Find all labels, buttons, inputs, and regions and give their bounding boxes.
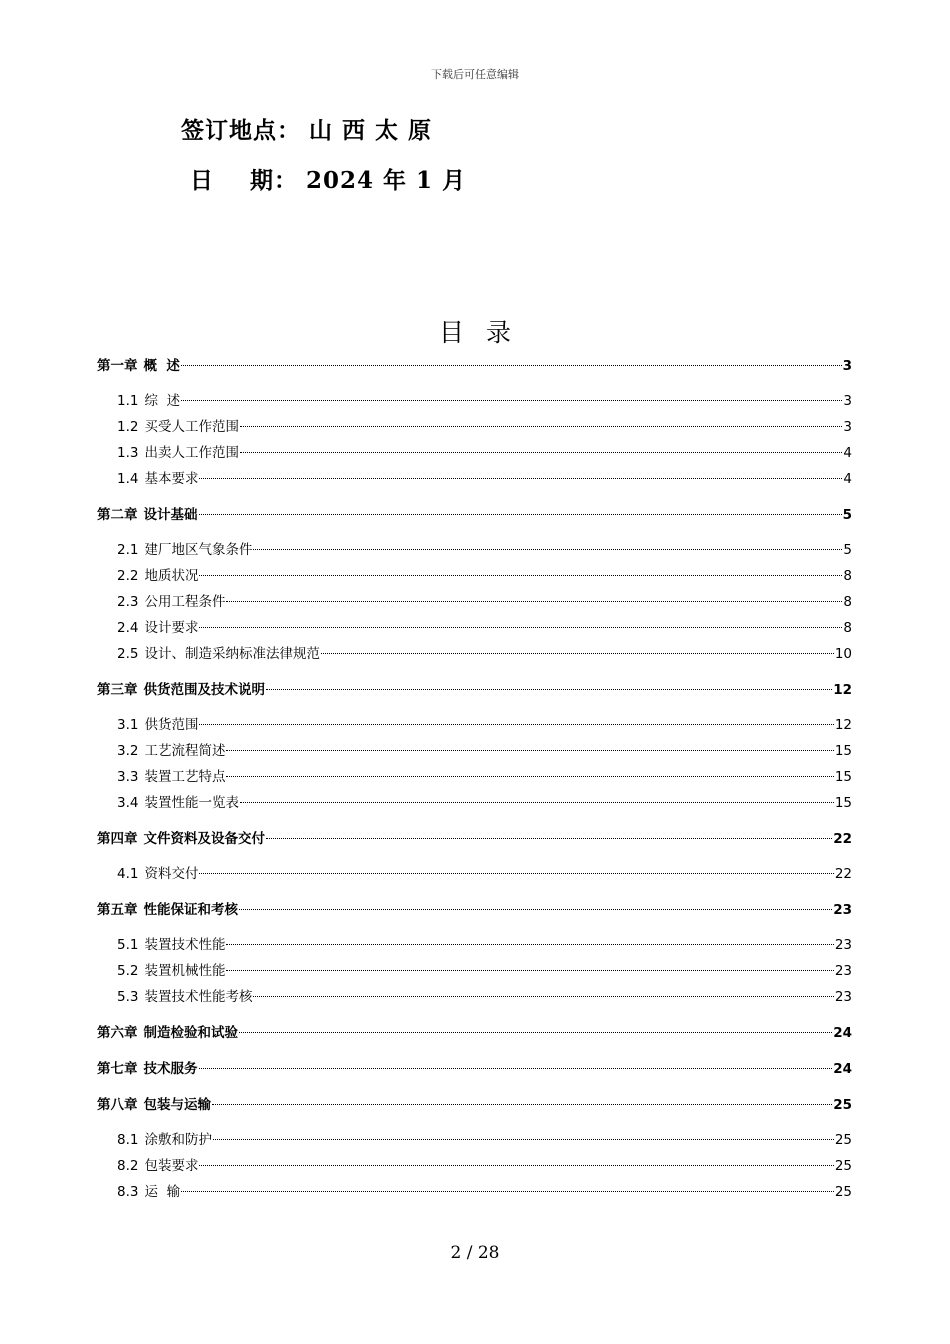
toc-entry-number: 第四章 [97,831,138,847]
toc-entry-title: 买受人工作范围 [144,419,239,435]
toc-section-entry[interactable] [97,389,852,409]
toc-entry-number: 3.4 [117,795,139,811]
toc-entry-title: 装置技术性能 [144,937,226,953]
toc-entry-number: 1.3 [117,445,139,461]
toc-dot-leader [321,652,834,654]
toc-section-entry[interactable] [97,590,852,610]
toc-entry-title: 包装要求 [144,1158,199,1174]
toc-section-entry[interactable] [97,959,852,979]
toc-dot-leader [239,1031,832,1033]
toc-entry-page: 25 [833,1097,852,1113]
toc-entry-page: 22 [834,866,852,882]
toc-entry-page: 8 [843,620,852,636]
toc-entry-number: 5.2 [117,963,139,979]
toc-entry-number: 2.2 [117,568,139,584]
toc-dot-leader [253,995,833,997]
toc-entry-number: 3.2 [117,743,139,759]
toc-entry-title: 概 述 [143,358,180,374]
toc-entry-page: 3 [842,358,852,374]
toc-chapter-entry[interactable] [97,1093,852,1113]
toc-entry-number: 4.1 [117,866,139,882]
toc-entry-number: 8.1 [117,1132,139,1148]
toc-section-entry[interactable] [97,862,852,882]
toc-section-entry[interactable] [97,713,852,733]
toc-dot-leader [181,399,842,401]
toc-entry-number: 第三章 [97,682,138,698]
toc-entry-title: 运 输 [144,1184,181,1200]
toc-section-entry[interactable] [97,739,852,759]
toc-entry-number: 3.3 [117,769,139,785]
toc-entry-page: 8 [843,568,852,584]
toc-dot-leader [199,1067,833,1069]
toc-dot-leader [199,513,842,515]
toc-entry-number: 第七章 [97,1061,138,1077]
toc-dot-leader [253,548,842,550]
toc-section-entry[interactable] [97,616,852,636]
toc-section-entry[interactable] [97,538,852,558]
toc-dot-leader [239,908,832,910]
toc-entry-number: 第五章 [97,902,138,918]
toc-entry-title: 地质状况 [144,568,199,584]
toc-dot-leader [199,723,833,725]
toc-entry-title: 包装与运输 [143,1097,211,1113]
toc-entry-number: 2.1 [117,542,139,558]
toc-entry-number: 1.2 [117,419,139,435]
toc-entry-number: 2.5 [117,646,139,662]
toc-entry-title: 供货范围及技术说明 [143,682,265,698]
toc-dot-leader [240,425,842,427]
toc-entry-number: 第一章 [97,358,138,374]
toc-entry-page: 5 [842,507,852,523]
toc-entry-number: 3.1 [117,717,139,733]
toc-section-entry[interactable] [97,933,852,953]
page-number: 2 / 28 [450,1243,500,1263]
toc-dot-leader [199,1164,833,1166]
toc-entry-title: 设计、制造采纳标准法律规范 [144,646,320,662]
toc-dot-leader [226,749,833,751]
toc-dot-leader [226,600,842,602]
toc-entry-title: 出卖人工作范围 [144,445,239,461]
toc-chapter-entry[interactable] [97,1021,852,1041]
toc-entry-page: 25 [834,1184,852,1200]
toc-section-entry[interactable] [97,642,852,662]
toc-entry-title: 设计要求 [144,620,199,636]
toc-chapter-entry[interactable] [97,354,852,374]
toc-dot-leader [212,1103,832,1105]
toc-dot-leader [181,364,842,366]
toc-entry-page: 3 [843,393,852,409]
toc-entry-title: 建厂地区气象条件 [144,542,253,558]
toc-chapter-entry[interactable] [97,898,852,918]
toc-entry-page: 24 [833,1061,852,1077]
signing-date-label: 日 期： [190,167,299,194]
toc-entry-page: 12 [833,682,852,698]
toc-entry-title: 工艺流程简述 [144,743,226,759]
toc-entry-page: 5 [843,542,852,558]
toc-entry-page: 23 [834,989,852,1005]
toc-entry-title: 装置机械性能 [144,963,226,979]
toc-section-entry[interactable] [97,415,852,435]
signing-date-line [190,162,466,195]
toc-entry-number: 2.3 [117,594,139,610]
toc-entry-title: 设计基础 [143,507,198,523]
toc-entry-page: 15 [834,769,852,785]
toc-dot-leader [213,1138,834,1140]
signing-place-label: 签订地点： [181,117,301,144]
toc-section-entry[interactable] [97,791,852,811]
toc-entry-number: 第六章 [97,1025,138,1041]
toc-dot-leader [226,943,833,945]
toc-entry-page: 4 [843,471,852,487]
toc-entry-page: 3 [843,419,852,435]
toc-entry-page: 25 [834,1132,852,1148]
toc-chapter-entry[interactable] [97,503,852,523]
toc-entry-page: 12 [834,717,852,733]
toc-entry-page: 8 [843,594,852,610]
toc-entry-title: 文件资料及设备交付 [143,831,265,847]
toc-dot-leader [199,477,842,479]
toc-entry-page: 23 [834,963,852,979]
toc-section-entry[interactable] [97,765,852,785]
toc-entry-page: 23 [833,902,852,918]
toc-entry-title: 资料交付 [144,866,199,882]
toc-entry-number: 1.1 [117,393,139,409]
signing-place-line [181,112,432,145]
toc-entry-title: 装置技术性能考核 [144,989,253,1005]
toc-entry-number: 5.3 [117,989,139,1005]
toc-entry-title: 基本要求 [144,471,199,487]
toc-section-entry[interactable] [97,1180,852,1200]
toc-dot-leader [199,626,842,628]
toc-entry-title: 涂敷和防护 [144,1132,212,1148]
toc-dot-leader [266,837,832,839]
toc-entry-page: 22 [833,831,852,847]
toc-entry-title: 制造检验和试验 [143,1025,238,1041]
toc-entry-number: 8.3 [117,1184,139,1200]
toc-section-entry[interactable] [97,467,852,487]
toc-entry-title: 技术服务 [143,1061,198,1077]
toc-entry-number: 1.4 [117,471,139,487]
toc-entry-title: 综 述 [144,393,181,409]
toc-dot-leader [226,969,833,971]
toc-chapter-entry[interactable] [97,678,852,698]
toc-dot-leader [240,451,842,453]
toc-entry-page: 4 [843,445,852,461]
toc-section-entry[interactable] [97,985,852,1005]
toc-entry-number: 8.2 [117,1158,139,1174]
toc-dot-leader [181,1190,834,1192]
toc-section-entry[interactable] [97,564,852,584]
toc-dot-leader [266,688,832,690]
toc-section-entry[interactable] [97,1154,852,1174]
toc-entry-page: 25 [834,1158,852,1174]
toc-entry-title: 供货范围 [144,717,199,733]
toc-entry-page: 15 [834,743,852,759]
toc-entry-page: 23 [834,937,852,953]
toc-dot-leader [240,801,834,803]
toc-entry-number: 5.1 [117,937,139,953]
toc-dot-leader [199,574,842,576]
toc-entry-number: 第八章 [97,1097,138,1113]
toc-entry-page: 24 [833,1025,852,1041]
toc-entry-title: 装置工艺特点 [144,769,226,785]
toc-section-entry[interactable] [97,441,852,461]
toc-entry-number: 2.4 [117,620,139,636]
toc-dot-leader [199,872,833,874]
toc-entry-page: 15 [834,795,852,811]
toc-entry-page: 10 [834,646,852,662]
toc-entry-title: 装置性能一览表 [144,795,239,811]
signing-place-value: 山 西 太 原 [309,117,433,144]
toc-section-entry[interactable] [97,1128,852,1148]
toc-title: 目录 [438,318,533,347]
page-header-note: 下载后可任意编辑 [431,68,519,81]
signing-date-value: 2024 年 1 月 [306,167,467,194]
toc-dot-leader [226,775,833,777]
toc-entry-number: 第二章 [97,507,138,523]
toc-chapter-entry[interactable] [97,827,852,847]
toc-entry-title: 公用工程条件 [144,594,226,610]
toc-chapter-entry[interactable] [97,1057,852,1077]
toc-entry-title: 性能保证和考核 [143,902,238,918]
